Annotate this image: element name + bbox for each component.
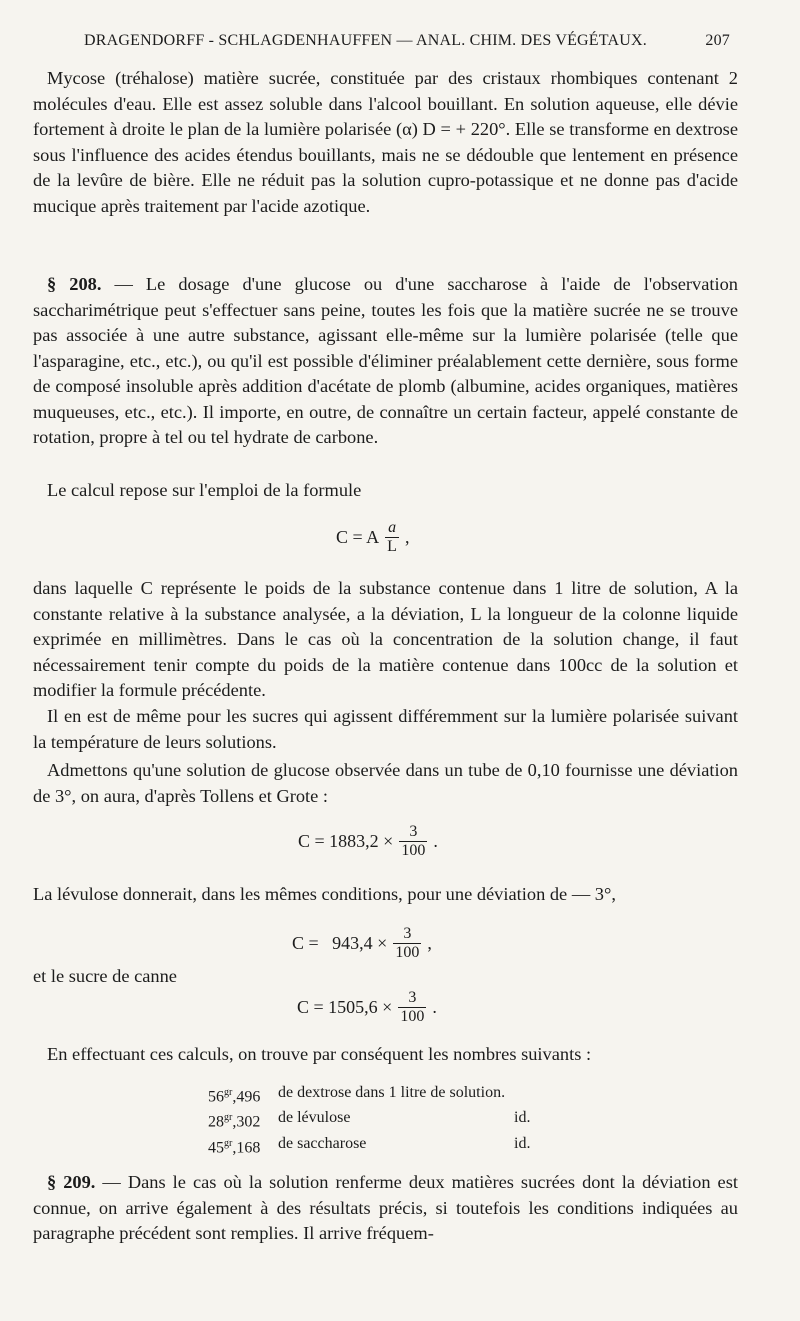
paragraph-meme: Il en est de même pour les sucres qui agissent différemment sur la lumière polarisée suivant la température de leurs solutions.	[33, 706, 738, 752]
list-item: $28^{gr},302$ de lévulose id.	[208, 1109, 531, 1131]
page-header	[84, 32, 730, 50]
paragraph-calcul: Le calcul repose sur l'emploi de la formule	[47, 480, 362, 500]
paragraph-sucre: et le sucre de canne	[33, 966, 177, 986]
paragraph-dans: dans laquelle C représente le poids de la substance contenue dans 1 litre de solution, A la constante relative à la substance analysée, a la déviation, L la longueur de la colonne liquide exprimée en millimètres. Dans le cas où la concentration de la solution change, il faut nécessairement tenir compte du poids de la matière contenue dans 100cc de la solution et modifier la formule précédente.	[33, 578, 738, 700]
section-number: § 208.	[47, 274, 102, 294]
formula-glucose: C = 1883,2 × $\frac{3}{100}$ .	[298, 823, 438, 859]
paragraph-208: § 208. — Le dosage d'une glucose ou d'une saccharose à l'aide de l'observation saccharimétrique peut s'effectuer sans peine, toutes les fois que la matière sucrée ne se trouve pas associée à une autre substance, agissant elle-même sur la lumière polarisée (telle que l'asparagine, etc., etc.), ou qu'il est possible d'éliminer préalablement cette dernière, sous forme de composé insoluble après addition d'acétate de plomb (albumine, acides organiques, matières muqueuses, etc., etc.). Il importe, en outre, de connaître un certain facteur, appelé constante de rotation, propre à tel ou tel hydrate de carbone.	[33, 274, 738, 447]
page-number: 207	[705, 32, 730, 49]
running-title: DRAGENDORFF - SCHLAGDENHAUFFEN — ANAL. CHIM. DES VÉGÉTAUX.	[84, 32, 647, 49]
list-item: $56^{gr},496$ de dextrose dans 1 litre de solution.	[208, 1084, 506, 1106]
formula-general: C = A $\frac{a}{L}$ ,	[336, 519, 410, 555]
formula-levulose: C = 943,4 × $\frac{3}{100}$ ,	[292, 925, 432, 961]
formula-canne: C = 1505,6 × $\frac{3}{100}$ .	[297, 989, 437, 1025]
list-item: $45^{gr},168$ de saccharose id.	[208, 1134, 531, 1156]
paragraph-admettons: Admettons qu'une solution de glucose observée dans un tube de 0,10 fournisse une déviation de 3°, on aura, d'après Tollens et Grote :	[33, 760, 738, 806]
paragraph-mycose: Mycose (tréhalose) matière sucrée, constituée par des cristaux rhombiques contenant 2 molécules d'eau. Elle est assez soluble dans l'alcool bouillant. En solution aqueuse, elle dévie fortement à droite le plan de la lumière polarisée (α) D = + 220°. Elle se transforme en dextrose sous l'influence des acides étendus bouillants, mais ne se dédouble que lentement en présence de la levûre de bière. Elle ne réduit pas la solution cupro-potassique et ne donne pas d'acide mucique après traitement par l'acide azotique.	[33, 68, 738, 216]
results-list	[208, 1082, 530, 1158]
paragraph-effectuant: En effectuant ces calculs, on trouve par conséquent les nombres suivants :	[47, 1044, 592, 1064]
paragraph-209: § 209. — Dans le cas où la solution renferme deux matières sucrées dont la déviation est connue, on arrive également à des résultats précis, si toutefois les conditions indiquées au paragraphe précédent sont remplies. Il arrive fréquem-	[33, 1172, 738, 1243]
section-number: § 209.	[47, 1172, 96, 1192]
paragraph-levulose: La lévulose donnerait, dans les mêmes conditions, pour une déviation de — 3°,	[33, 884, 616, 904]
